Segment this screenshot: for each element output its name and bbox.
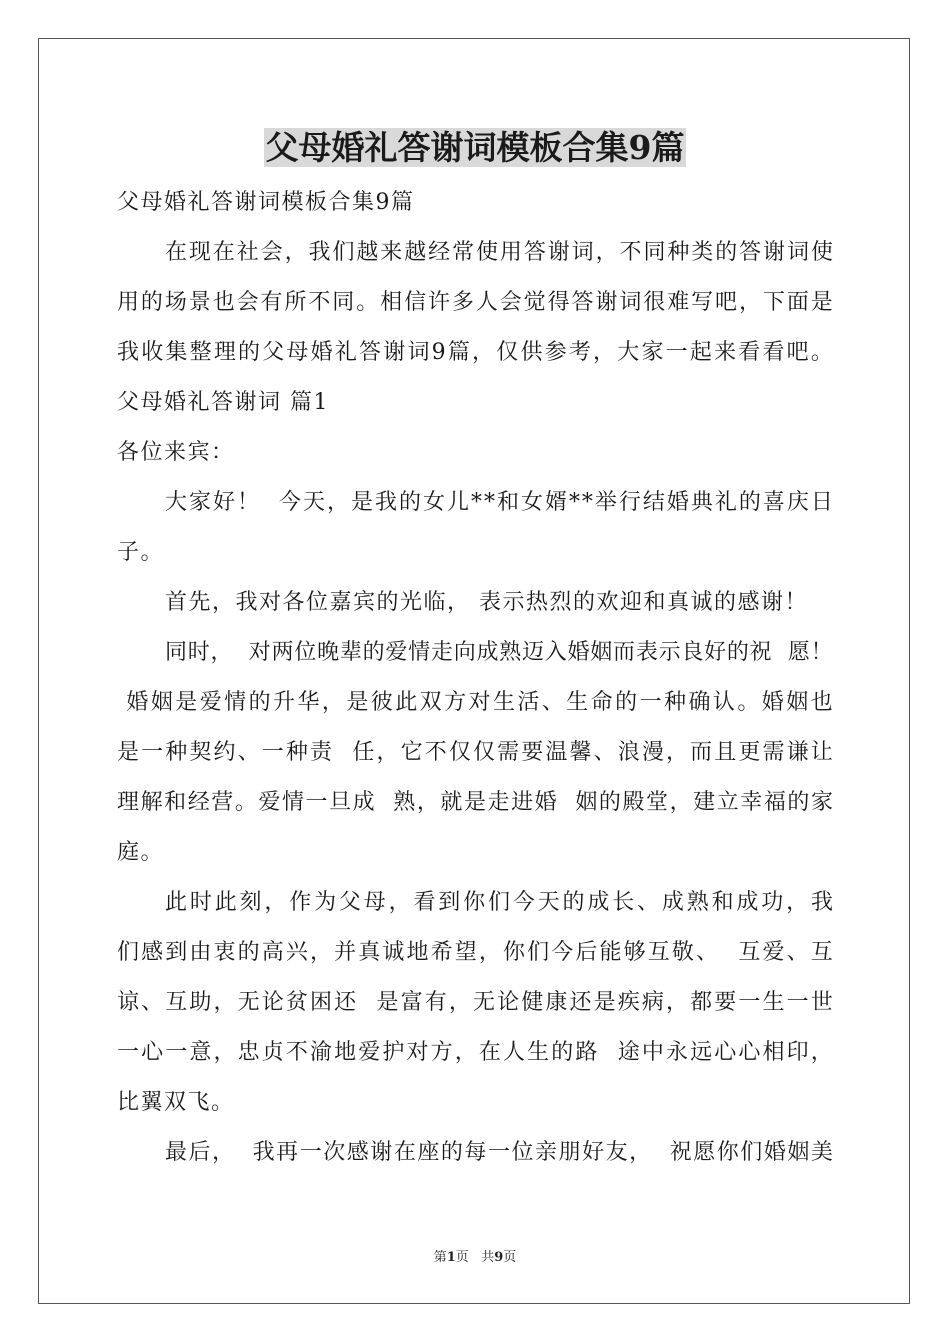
text-line: 我 收 集 整 理 的 父 母 婚 礼 答 谢 词 9 篇 ， 仅 供 参 考 ， 大 家 一 起 来 看 看 吧 。 — [117, 340, 833, 365]
text-line: 庭。 — [117, 840, 165, 865]
text-line: 此 时 此 刻 ， 作 为 父 母 ， 看 到 你 们 今 天 的 成 长 、 成 熟 和 成 功 ， 我 — [165, 890, 833, 915]
footer-current-page: 1 — [446, 1250, 456, 1265]
text-line: 们 感 到 由 衷 的 高 兴 ， 并 真 诚 地 希 望 ， 你 们 今 后 能 够 互 敬 、 互 爱 、 互 — [117, 940, 833, 965]
text-line: 比翼双飞。 — [117, 1090, 235, 1115]
document-title — [0, 124, 950, 172]
text-line: 一 心 一 意 ， 忠 贞 不 渝 地 爱 护 对 方 ， 在 人 生 的 路 途 中 永 远 心 心 相 印 ， — [117, 1040, 833, 1065]
document-title-text: 父母婚礼答谢词模板合集9篇 — [265, 128, 685, 167]
text-line: 大 家 好 ！ 今 天 ， 是 我 的 女 儿 * * 和 女 婿 * * 举 行 结 婚 典 礼 的 喜 庆 日 — [165, 490, 833, 515]
text-line: 父母婚礼答谢词模板合集9篇 — [117, 190, 415, 215]
text-line: 理 解 和 经 营 。 爱 情 一 旦 成 熟 ， 就 是 走 进 婚 姻 的 殿 堂 ， 建 立 幸 福 的 家 — [117, 790, 833, 815]
text-line: 子。 — [117, 540, 165, 565]
footer-middle: 页 共 — [455, 1250, 495, 1265]
text-line: 婚 姻 是 爱 情 的 升 华 ， 是 彼 此 双 方 对 生 活 、 生 命 的 一 种 确 认 。 婚 姻 也 — [126, 690, 833, 715]
text-line: 父母婚礼答谢词 篇1 — [117, 390, 329, 415]
text-line: 在 现 在 社 会 ， 我 们 越 来 越 经 常 使 用 答 谢 词 ， 不 同 种 类 的 答 谢 词 使 — [165, 240, 833, 265]
text-line: 谅 、 互 助 ， 无 论 贫 困 还 是 富 有 ， 无 论 健 康 还 是 疾 病 ， 都 要 一 生 一 世 — [117, 990, 833, 1015]
text-line: 是 一 种 契 约 、 一 种 责 任 ， 它 不 仅 仅 需 要 温 馨 、 浪 漫 ， 而 且 更 需 谦 让 — [117, 740, 833, 765]
document-body — [117, 178, 833, 1178]
text-line: 用 的 场 景 也 会 有 所 不 同 。 相 信 许 多 人 会 觉 得 答 谢 词 很 难 写 吧 ， 下 面 是 — [117, 290, 833, 315]
text-line: 同 时 ， 对 两 位 晚 辈 的 爱 情 走 向 成 熟 迈 入 婚 姻 而 表 示 良 好 的 祝 愿 ！ — [165, 640, 833, 665]
page-footer — [0, 1246, 950, 1265]
text-line: 最 后 ， 我 再 一 次 感 谢 在 座 的 每 一 位 亲 朋 好 友 ， 祝 愿 你 们 婚 姻 美 — [165, 1140, 833, 1165]
footer-prefix: 第 — [433, 1250, 447, 1265]
text-line: 首先，我对各位嘉宾的光临， 表示热烈的欢迎和真诚的感谢！ — [165, 590, 808, 615]
footer-total-pages: 9 — [494, 1250, 504, 1265]
text-line: 各位来宾： — [117, 440, 235, 465]
footer-suffix: 页 — [503, 1250, 517, 1265]
